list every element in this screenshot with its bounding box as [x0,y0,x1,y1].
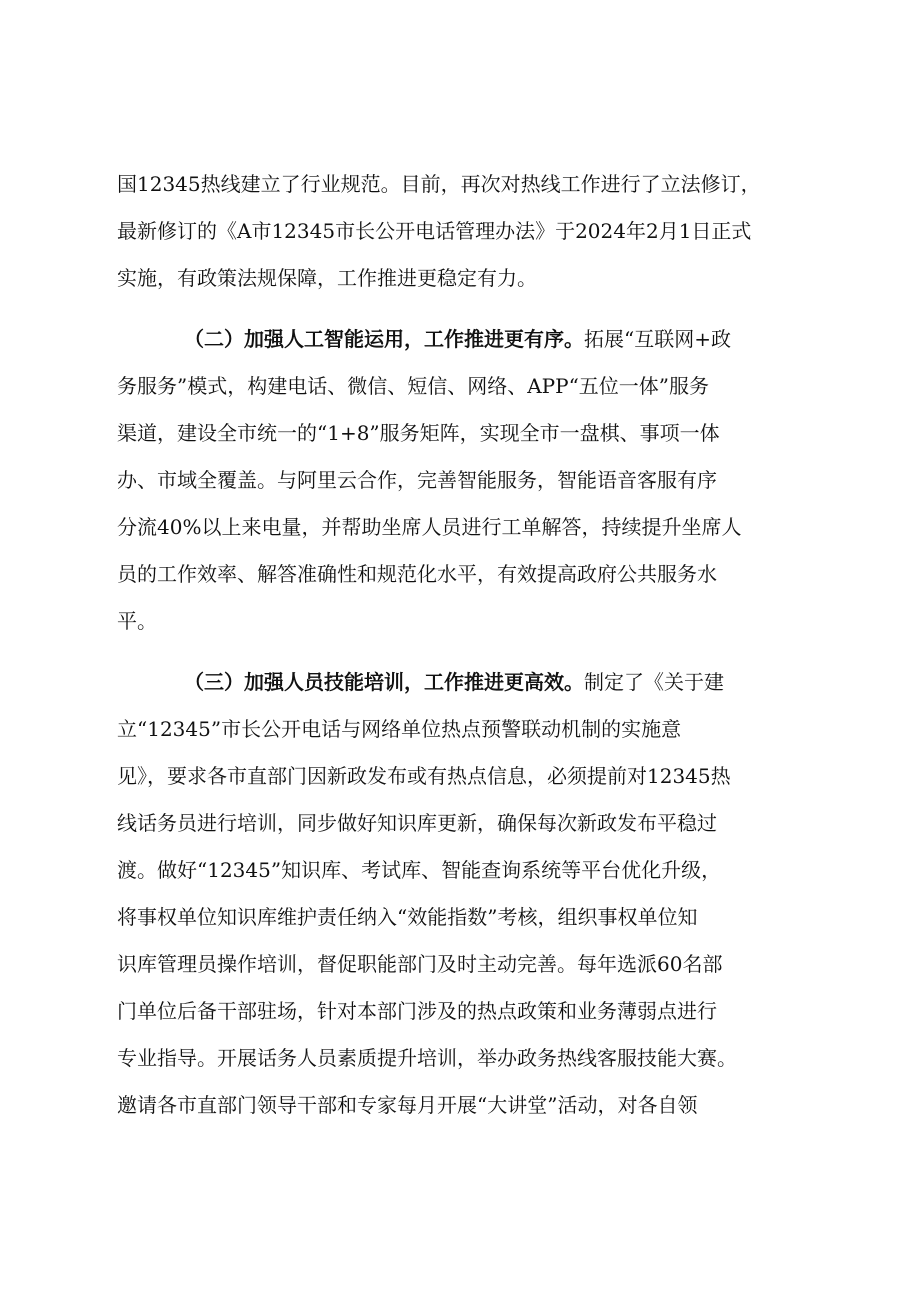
paragraph-line: 邀请各市直部门领导干部和专家每月开展“大讲堂”活动，对各自领 [117,1093,698,1117]
paragraph-line: 专业指导。开展话务人员素质提升培训，举办政务热线客服技能大赛。 [117,1046,737,1070]
paragraph-line: 门单位后备干部驻场，针对本部门涉及的热点政策和业务薄弱点进行 [117,999,717,1023]
paragraph-first-line [184,665,827,699]
paragraph-line: 实施，有政策法规保障，工作推进更稳定有力。 [117,266,537,290]
paragraph-line: 渡。做好“12345”知识库、考试库、智能查询系统等平台优化升级， [117,858,722,882]
paragraph-text: 拓展“互联网+政 [584,327,731,351]
paragraph-line: 员的工作效率、解答准确性和规范化水平，有效提高政府公共服务水 [117,562,717,586]
paragraph-text: 制定了《关于建 [584,670,724,694]
paragraph-line: 分流40%以上来电量，并帮助坐席人员进行工单解答，持续提升坐席人 [117,515,742,539]
section-heading: （三）加强人员技能培训，工作推进更高效。 [184,670,584,694]
paragraph-line: 最新修订的《A市12345市长公开电话管理办法》于2024年2月1日正式 [117,219,752,243]
paragraph-line: 线话务员进行培训，同步做好知识库更新，确保每次新政发布平稳过 [117,811,717,835]
section-heading: （二）加强人工智能运用，工作推进更有序。 [184,327,584,351]
paragraph-line: 将事权单位知识库维护责任纳入“效能指数”考核，组织事权单位知 [117,905,698,929]
paragraph-line: 平。 [117,609,157,633]
paragraph-line: 立“12345”市长公开电话与网络单位热点预警联动机制的实施意 [117,717,682,741]
paragraph-line: 务服务”模式，构建电话、微信、短信、网络、APP“五位一体”服务 [117,374,710,398]
paragraph-line: 办、市域全覆盖。与阿里云合作，完善智能服务，智能语音客服有序 [117,468,717,492]
paragraph-line: 渠道，建设全市统一的“1+8”服务矩阵，实现全市一盘棋、事项一体 [117,421,720,445]
paragraph-line: 识库管理员操作培训，督促职能部门及时主动完善。每年选派60名部 [117,952,723,976]
paragraph-line: 见》，要求各市直部门因新政发布或有热点信息，必须提前对12345热 [117,764,731,788]
paragraph-line: 国12345热线建立了行业规范。目前，再次对热线工作进行了立法修订， [117,172,761,196]
paragraph-first-line [184,322,827,356]
